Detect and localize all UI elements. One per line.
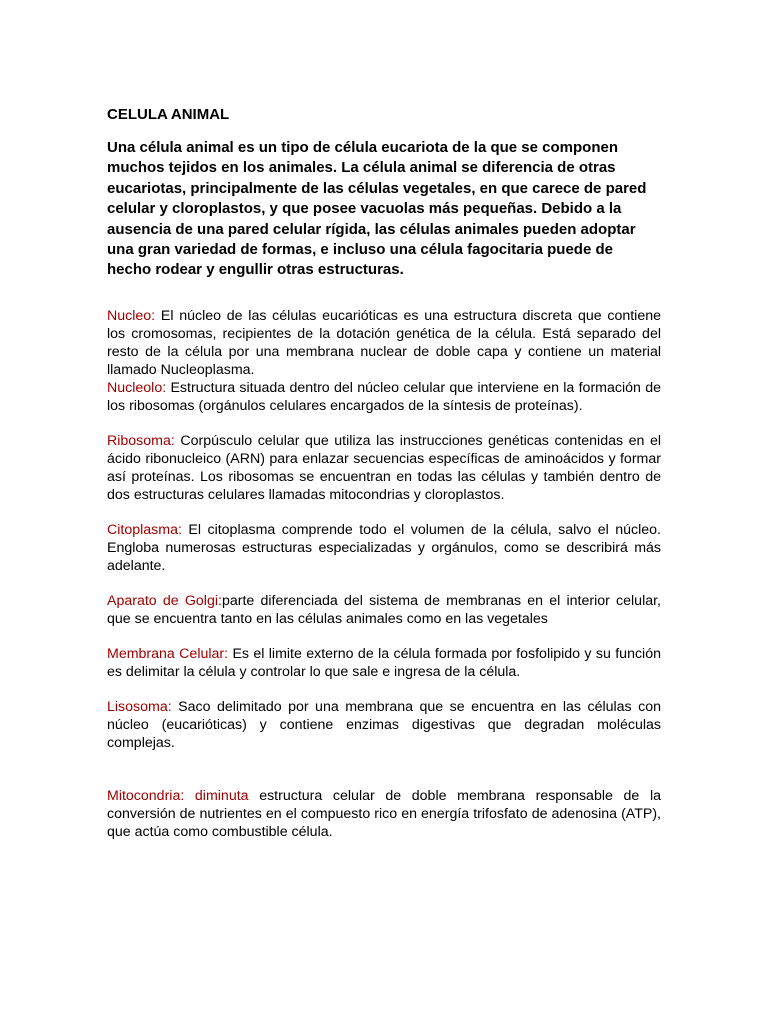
definition-text: Saco delimitado por una membrana que se encuentra en las células con núcleo (eucarióticas) y contiene enzimas digestivas que degradan moléculas complejas. <box>107 698 661 751</box>
definition-nucleo <box>107 307 661 379</box>
definition-nucleolo <box>107 379 661 415</box>
definition-term: Mitocondria: diminuta <box>107 787 249 804</box>
document-title: CELULA ANIMAL <box>107 106 230 123</box>
definition-text: Estructura situada dentro del núcleo celular que interviene en la formación de los ribosomas (orgánulos celulares encargados de la síntesis de proteínas). <box>107 379 661 414</box>
definition-text: Corpúsculo celular que utiliza las instrucciones genéticas contenidas en el ácido ribonucleico (ARN) para enlazar secuencias específicas de aminoácidos y formar así proteínas. Los ribosomas se encuentran en todas las células y también dentro de dos estructuras celulares llamadas mitocondrias y cloroplastos. <box>107 432 661 503</box>
definition-term: Nucleolo: <box>107 379 167 396</box>
definition-term: Aparato de Golgi: <box>107 592 222 609</box>
definition-term: Ribosoma: <box>107 432 175 449</box>
definition-text: El núcleo de las células eucarióticas es una estructura discreta que contiene los cromosomas, recipientes de la dotación genética de la célula. Está separado del resto de la célula por una membrana nuclear de doble capa y contiene un material llamado Nucleoplasma. <box>107 307 661 378</box>
definitions-list <box>107 307 661 841</box>
document-page <box>107 105 661 841</box>
definition-text: estructura celular de doble membrana responsable de la conversión de nutrientes en el compuesto rico en energía trifosfato de adenosina (ATP), que actúa como combustible célula. <box>107 787 661 840</box>
definition-aparato-de-golgi <box>107 592 661 628</box>
definition-term: Lisosoma: <box>107 698 172 715</box>
definition-term: Nucleo: <box>107 307 156 324</box>
definition-mitocondria <box>107 787 661 841</box>
definition-text: parte diferenciada del sistema de membranas en el interior celular, que se encuentra tanto en las células animales como en las vegetales <box>107 592 661 627</box>
definition-term: Membrana Celular: <box>107 645 229 662</box>
definition-lisosoma <box>107 698 661 752</box>
definition-membrana-celular <box>107 645 661 681</box>
definition-text: Es el limite externo de la célula formada por fosfolipido y su función es delimitar la célula y controlar lo que sale e ingresa de la célula. <box>107 645 661 680</box>
definition-citoplasma <box>107 521 661 575</box>
definition-ribosoma <box>107 432 661 504</box>
intro-paragraph: Una célula animal es un tipo de célula eucariota de la que se componen muchos tejidos en los animales. La célula animal se diferencia de otras eucariotas, principalmente de las células vegetales, en que carece de pared celular y cloroplastos, y que posee vacuolas más pequeñas. Debido a la ausencia de una pared celular rígida, las células animales pueden adoptar una gran variedad de formas, e incluso una célula fagocitaria puede de hecho rodear y engullir otras estructuras. <box>107 139 647 279</box>
definition-term: Citoplasma: <box>107 521 182 538</box>
definition-text: El citoplasma comprende todo el volumen de la célula, salvo el núcleo. Engloba numerosas estructuras especializadas y orgánulos, como se describirá más adelante. <box>107 521 661 574</box>
